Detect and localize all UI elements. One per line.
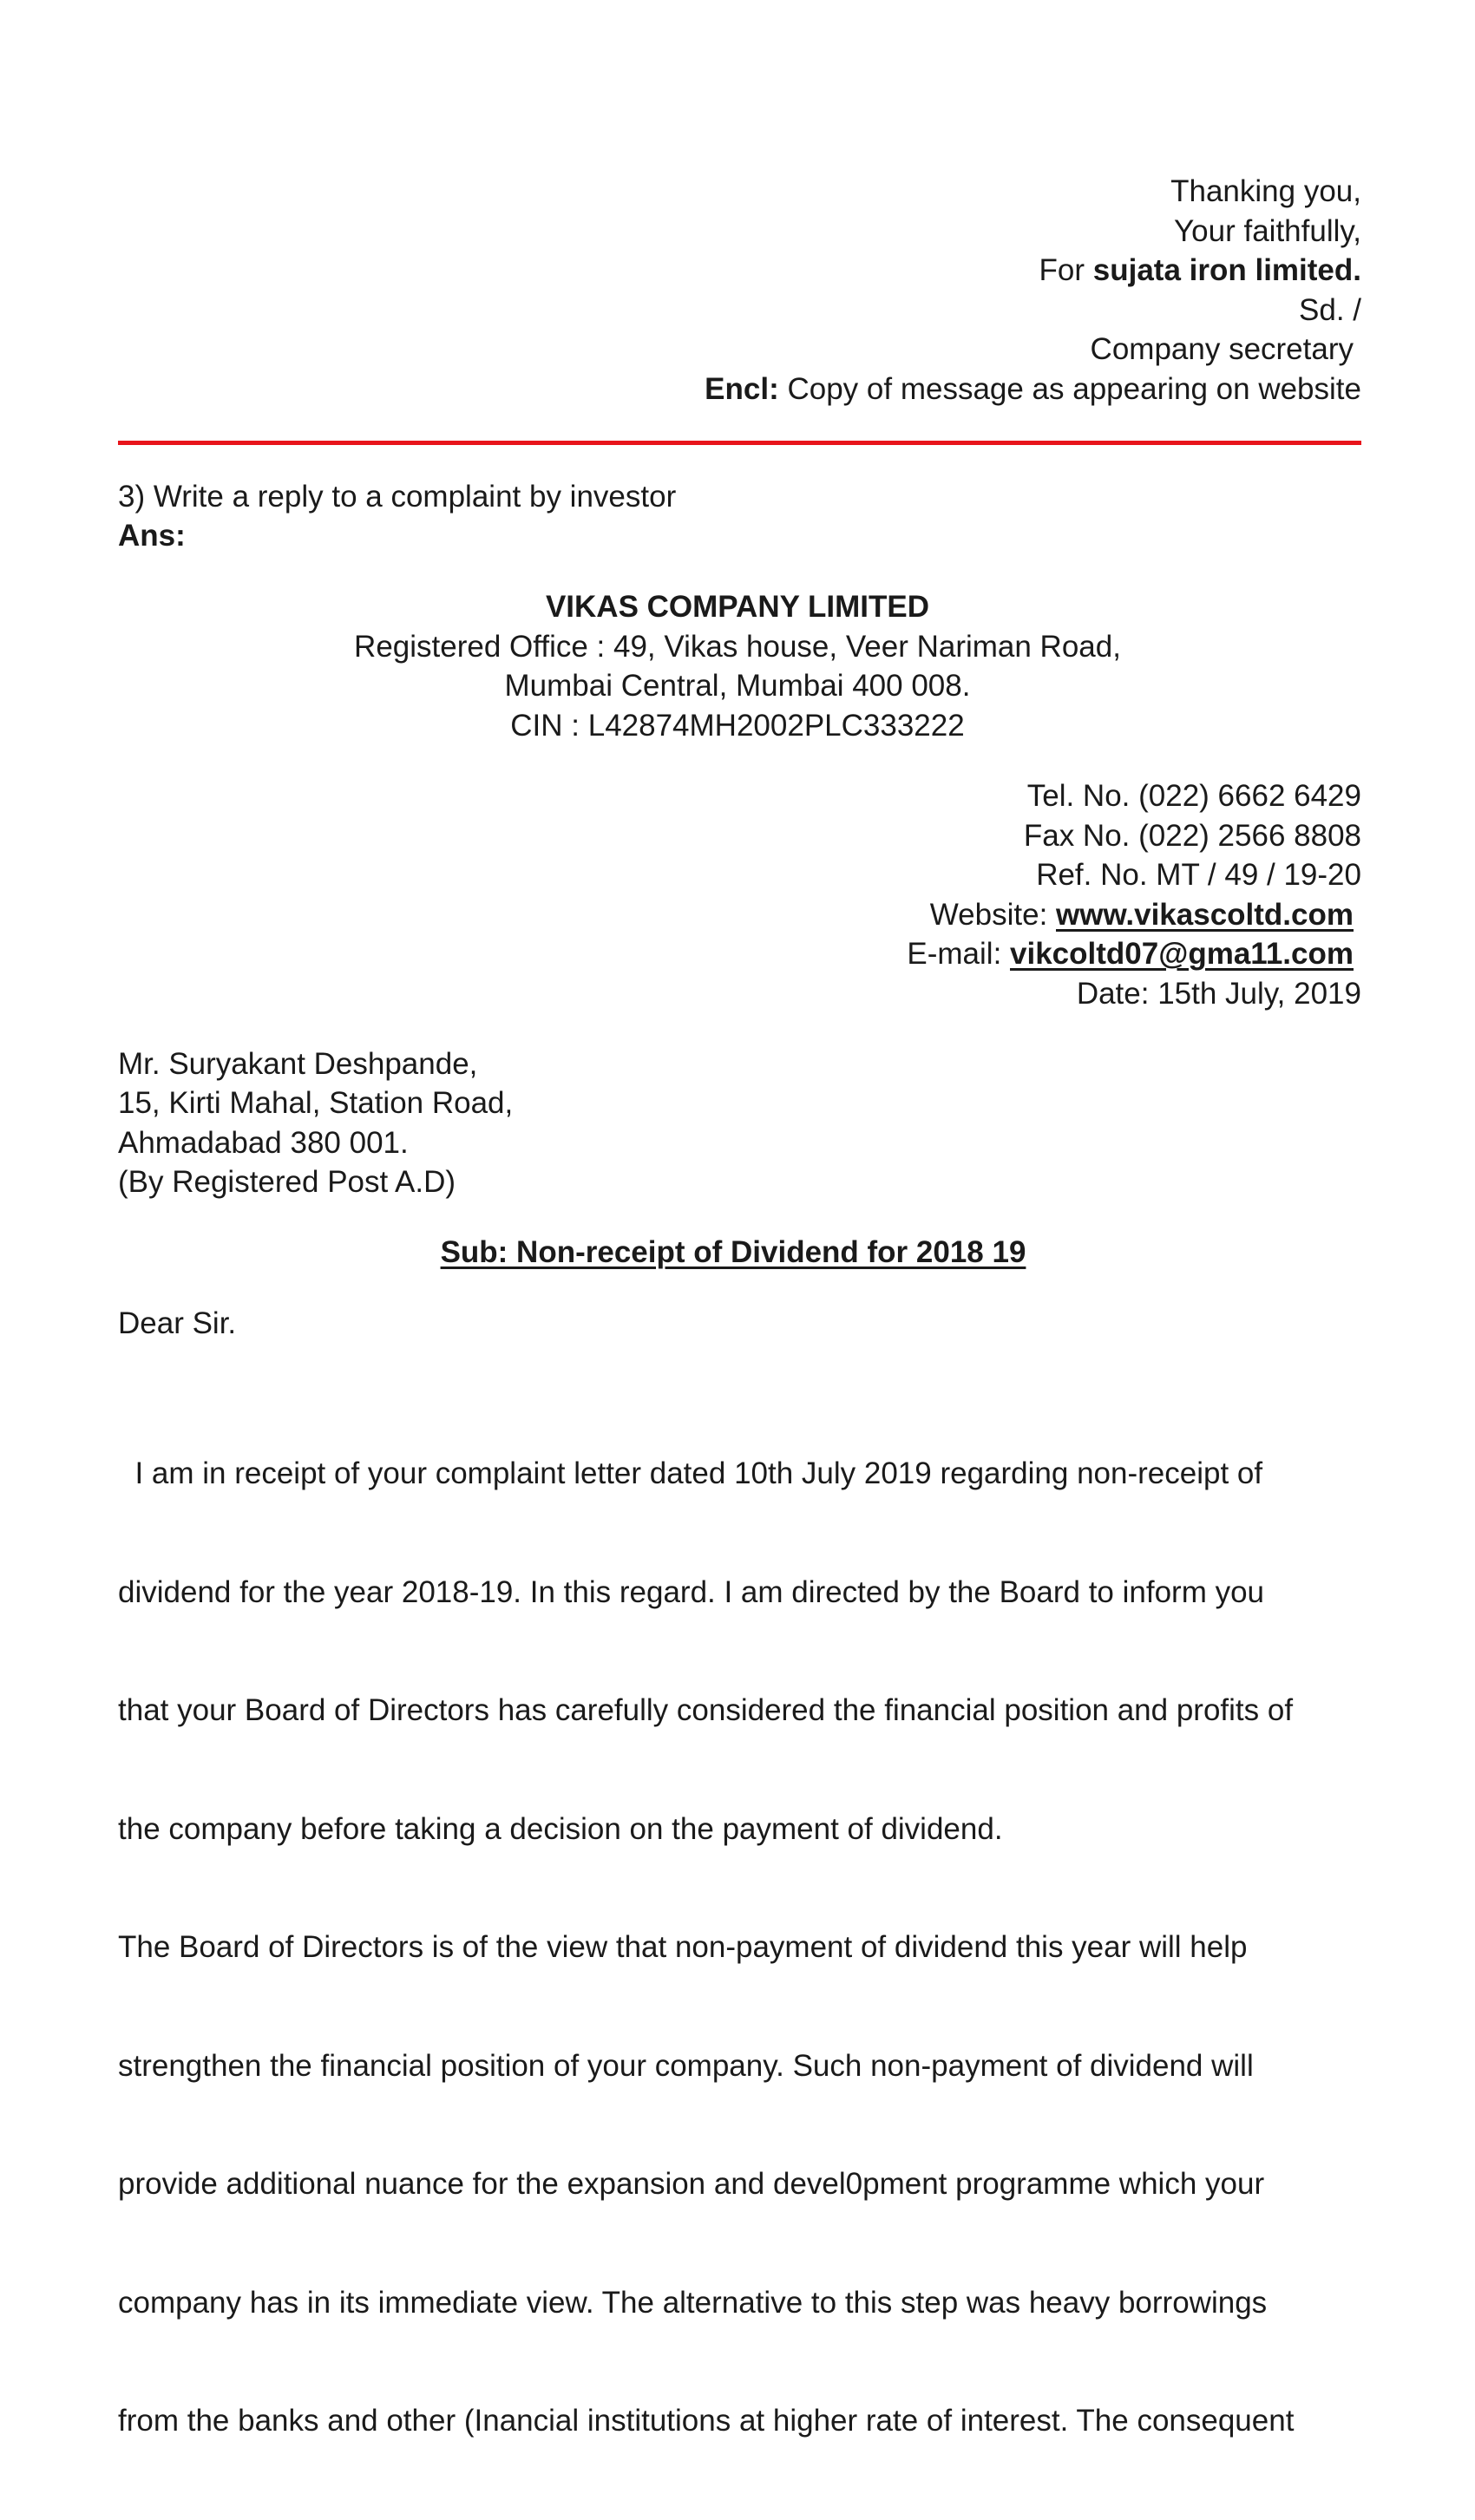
closing-yours: Your faithfully, [1174, 214, 1361, 248]
closing-for-company [1039, 251, 1361, 291]
body-line: that your Board of Directors has carefully considered the financial position and profits of [118, 1693, 1294, 1727]
website-label: Website: [929, 898, 1057, 932]
recipient-address1: 15, Kirti Mahal, Station Road, [118, 1086, 514, 1120]
recipient-mode: (By Registered Post A.D) [118, 1165, 456, 1199]
salutation: Dear Sir. [118, 1306, 237, 1340]
body-line: I am in receipt of your complaint letter dated 10th July 2019 regarding non-receipt of [118, 1456, 1263, 1490]
body-line: from the banks and other (Inancial institutions at higher rate of interest. The consequent [118, 2404, 1295, 2438]
answer-label: Ans: [118, 519, 186, 553]
email-label: E-mail: [907, 937, 1011, 971]
question-text: 3) Write a reply to a complaint by investor [118, 480, 677, 514]
subject-text: Sub: Non-receipt of Dividend for 2018 19 [440, 1235, 1026, 1269]
contact-ref: Ref. No. MT / 49 / 19-20 [1036, 858, 1361, 892]
closing-thanking: Thanking you, [1170, 174, 1361, 208]
contact-tel: Tel. No. (022) 6662 6429 [1026, 779, 1361, 813]
closing-for-prefix: For [1039, 253, 1093, 287]
letterhead-address-line2: Mumbai Central, Mumbai 400 008. [504, 669, 971, 703]
body-line: the company before taking a decision on the payment of dividend. [118, 1811, 1003, 1846]
closing-sd: Sd. / [1299, 293, 1361, 327]
closing-enclosure [705, 370, 1361, 409]
letterhead-address-line1: Registered Office : 49, Vikas house, Veer Nariman Road, [354, 630, 1121, 664]
contact-date: Date: 15th July, 2019 [1076, 977, 1361, 1011]
recipient-address2: Ahmadabad 380 001. [118, 1126, 409, 1160]
email-link[interactable]: vikcoltd07@gma11.com [1010, 937, 1354, 971]
body-line: dividend for the year 2018-19. In this regard. I am directed by the Board to inform you [118, 1574, 1265, 1609]
recipient-name: Mr. Suryakant Deshpande, [118, 1047, 478, 1081]
red-divider [118, 441, 1361, 445]
body-line: provide additional nuance for the expansion and devel0pment programme which your [118, 2167, 1265, 2201]
letterhead-cin: CIN : L42874MH2002PLC333222 [510, 709, 965, 743]
body-line: company has in its immediate view. The alternative to this step was heavy borrowings [118, 2285, 1268, 2320]
subject-line [0, 1233, 1471, 1273]
encl-label: Encl: [705, 372, 779, 406]
body-line: The Board of Directors is of the view that non-payment of dividend this year will help [118, 1930, 1248, 1964]
website-link[interactable]: www.vikascoltd.com [1056, 898, 1354, 932]
closing-company-name: sujata iron limited. [1092, 253, 1361, 287]
contact-email [907, 934, 1354, 974]
closing-designation: Company secretary [1090, 332, 1354, 366]
encl-text: Copy of message as appearing on website [778, 372, 1361, 406]
letterhead-company: VIKAS COMPANY LIMITED [545, 590, 930, 624]
body-line: strengthen the financial position of your company. Such non-payment of dividend will [118, 2048, 1254, 2083]
body-text [118, 1375, 1367, 2520]
contact-fax: Fax No. (022) 2566 8808 [1023, 819, 1361, 853]
contact-website [930, 895, 1354, 935]
